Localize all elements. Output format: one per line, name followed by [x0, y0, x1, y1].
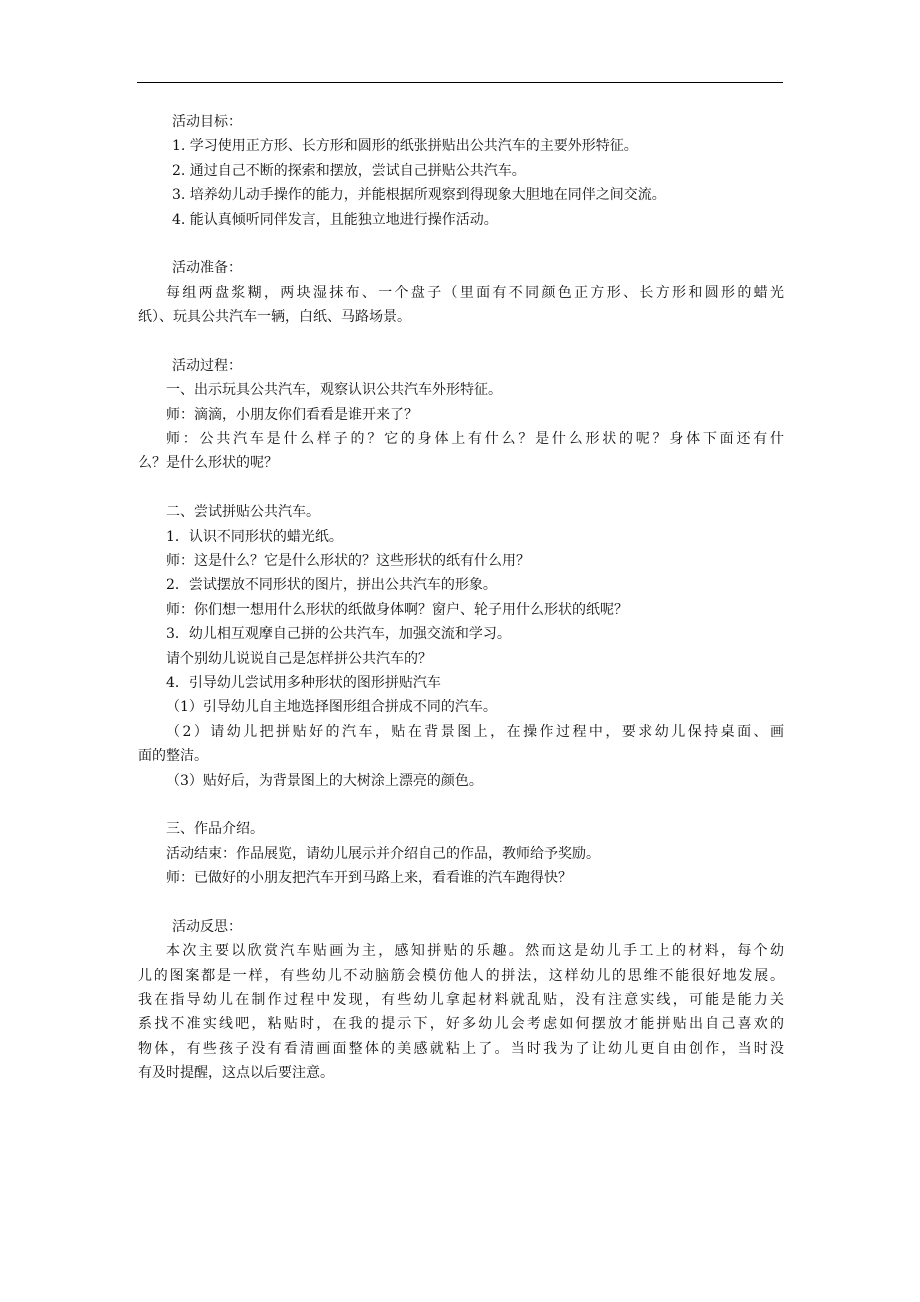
reflection-line: 儿的图案都是一样，有些幼儿不动脑筋会模仿他人的拼法，这样幼儿的思维不能很好地发展。 — [138, 967, 784, 984]
process-step: 4．引导幼儿尝试用多种形状的图形拼贴汽车 — [166, 674, 441, 691]
goal-item: 3. 培养幼儿动手操作的能力，并能根据所观察到得现象大胆地在同伴之间交流。 — [172, 187, 666, 204]
process-part2-title: 二、尝试拼贴公共汽车。 — [166, 504, 320, 521]
process-part1-question: 师：滴滴，小朋友你们看看是谁开来了？ — [166, 406, 418, 423]
reflection-line: 物体，有些孩子没有看清画面整体的美感就粘上了。当时我为了让幼儿更自由创作，当时没 — [138, 1040, 784, 1057]
reflection-line: 有及时提醒，这点以后要注意。 — [138, 1065, 334, 1082]
process-part3-title: 三、作品介绍。 — [166, 821, 264, 838]
process-substep: （1）引导幼儿自主地选择图形组合拼成不同的汽车。 — [166, 699, 497, 716]
process-substep: （2）请幼儿把拼贴好的汽车，贴在背景图上，在操作过程中，要求幼儿保持桌面、画 — [166, 723, 784, 740]
process-substep: （3）贴好后，为背景图上的大树涂上漂亮的颜色。 — [166, 772, 483, 789]
process-step: 3．幼儿相互观摩自己拼的公共汽车，加强交流和学习。 — [166, 626, 511, 643]
process-end-question: 师：已做好的小朋友把汽车开到马路上来，看看谁的汽车跑得快？ — [166, 870, 572, 887]
document-body — [138, 110, 784, 1086]
process-step: 1．认识不同形状的蜡光纸。 — [166, 528, 343, 545]
goal-item: 4. 能认真倾听同伴发言，且能独立地进行操作活动。 — [172, 211, 498, 228]
reflection-line: 系找不准实线吧，粘贴时，在我的提示下，好多幼儿会考虑如何摆放才能拼贴出自己喜欢的 — [138, 1016, 784, 1033]
process-part1-question: 师：公共汽车是什么样子的？它的身体上有什么？是什么形状的呢？身体下面还有什 — [166, 431, 784, 448]
process-step-question: 师：你们想一想用什么形状的纸做身体啊？窗户、轮子用什么形状的纸呢？ — [166, 601, 628, 618]
prep-text-line: 纸）、玩具公共汽车一辆，白纸、马路场景。 — [138, 309, 411, 326]
spacer — [138, 232, 784, 256]
prep-heading: 活动准备： — [172, 260, 242, 277]
spacer — [138, 330, 784, 354]
process-part1-title: 一、出示玩具公共汽车，观察认识公共汽车外形特征。 — [166, 382, 502, 399]
goal-heading: 活动目标： — [172, 114, 242, 130]
goal-item: 1. 学习使用正方形、长方形和圆形的纸张拼贴出公共汽车的主要外形特征。 — [172, 138, 638, 155]
process-heading: 活动过程： — [172, 357, 242, 374]
header-rule — [137, 82, 783, 83]
process-step-question: 请个别幼儿说说自己是怎样拼公共汽车的？ — [166, 650, 432, 667]
spacer — [138, 891, 784, 915]
goal-item: 2. 通过自己不断的探索和摆放，尝试自己拼贴公共汽车。 — [172, 162, 526, 179]
process-substep: 面的整洁。 — [138, 748, 208, 765]
spacer — [138, 476, 784, 500]
reflection-line: 本次主要以欣赏汽车贴画为主，感知拼贴的乐趣。然而这是幼儿手工上的材料，每个幼 — [166, 943, 784, 960]
process-end: 活动结束：作品展览，请幼儿展示并介绍自己的作品，教师给予奖励。 — [166, 845, 600, 862]
process-step: 2．尝试摆放不同形状的图片，拼出公共汽车的形象。 — [166, 577, 497, 594]
reflection-line: 我在指导幼儿在制作过程中发现，有些幼儿拿起材料就乱贴，没有注意实线，可能是能力关 — [138, 992, 784, 1009]
spacer — [138, 793, 784, 817]
process-step-question: 师：这是什么？它是什么形状的？这些形状的纸有什么用？ — [166, 553, 530, 570]
process-part1-question: 么？是什么形状的呢？ — [138, 455, 278, 472]
prep-text-line: 每组两盘浆糊，两块湿抹布、一个盘子（里面有不同颜色正方形、长方形和圆形的蜡光 — [166, 284, 784, 301]
reflection-heading: 活动反思： — [172, 918, 242, 935]
